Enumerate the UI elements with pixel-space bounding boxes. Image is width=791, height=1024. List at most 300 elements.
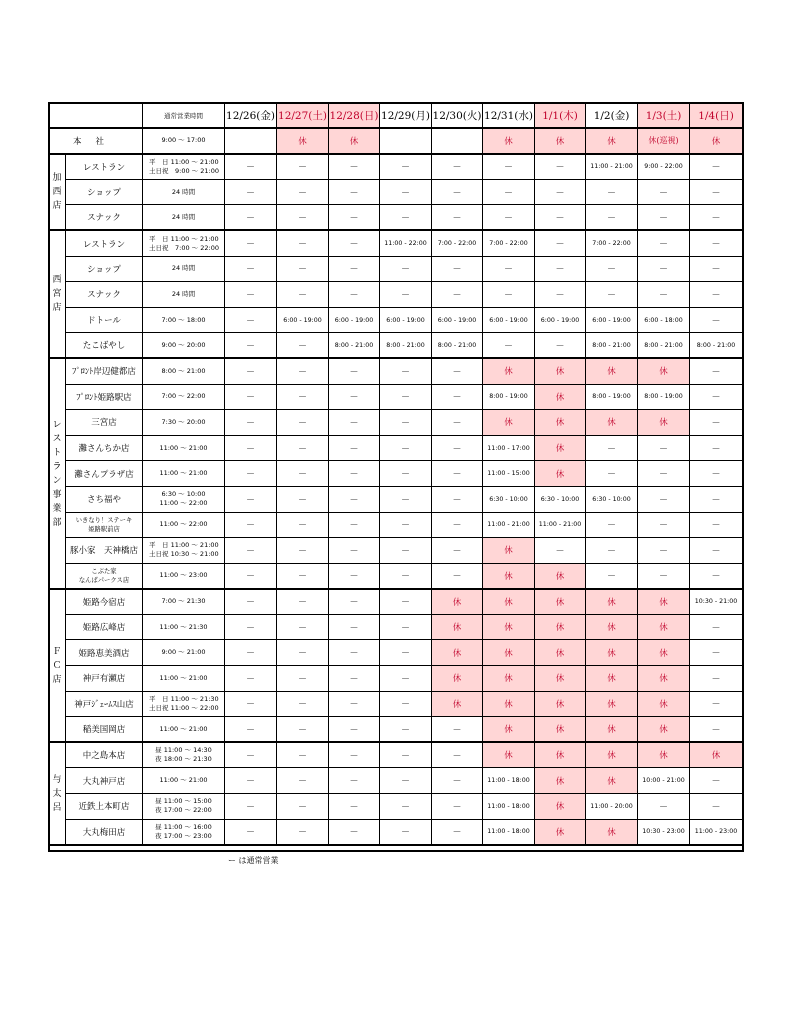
normal-hours-line: 夜 17:00 ～ 22:00: [155, 806, 212, 815]
schedule-cell: －: [329, 563, 380, 589]
schedule-cell: [432, 128, 483, 154]
schedule-cell: 8:00 - 21:00: [329, 333, 380, 359]
schedule-cell: －: [225, 717, 277, 743]
section-label-char: 業: [52, 503, 62, 514]
schedule-cell: －: [329, 794, 380, 820]
schedule-cell: 11:00 - 18:00: [483, 768, 535, 794]
schedule-cell: －: [535, 333, 586, 359]
schedule-cell: －: [690, 486, 743, 512]
schedule-cell: －: [329, 384, 380, 410]
normal-hours-line: 6:30 ～ 10:00: [161, 490, 206, 499]
shop-row: [49, 768, 743, 794]
schedule-cell: －: [277, 717, 329, 743]
schedule-cell: －: [380, 794, 432, 820]
schedule-cell: 休: [277, 128, 329, 154]
shop-name: 姫路広峰店: [66, 614, 143, 640]
schedule-cell: －: [380, 717, 432, 743]
schedule-cell: －: [225, 768, 277, 794]
schedule-cell: －: [483, 256, 535, 282]
schedule-cell: －: [690, 563, 743, 589]
shop-name: 姫路今宿店: [66, 589, 143, 615]
schedule-cell: －: [225, 691, 277, 717]
schedule-cell: －: [225, 205, 277, 231]
date-header: 1/4(日): [690, 103, 743, 129]
schedule-cell: －: [277, 768, 329, 794]
schedule-cell: －: [432, 179, 483, 205]
date-header: 12/26(金): [225, 103, 277, 129]
schedule-cell: －: [225, 486, 277, 512]
schedule-cell: －: [329, 614, 380, 640]
schedule-cell: －: [380, 179, 432, 205]
schedule-cell: －: [380, 563, 432, 589]
schedule-cell: 6:00 - 19:00: [329, 307, 380, 333]
normal-hours-line: 11:00 ～ 21:00: [159, 673, 208, 682]
schedule-cell: －: [329, 640, 380, 666]
schedule-cell: 6:00 - 19:00: [432, 307, 483, 333]
normal-hours: [143, 794, 225, 820]
schedule-cell: －: [432, 461, 483, 487]
schedule-cell: －: [277, 384, 329, 410]
schedule-cell: 8:00 - 21:00: [586, 333, 638, 359]
normal-hours-line: 11:00 ～ 23:00: [159, 571, 208, 580]
shop-name: ショップ: [66, 179, 143, 205]
schedule-cell: 休: [586, 742, 638, 768]
section-label-char: 呂: [52, 802, 62, 813]
schedule-cell: －: [638, 179, 690, 205]
schedule-cell: 11:00 - 17:00: [483, 435, 535, 461]
schedule-cell: 休: [638, 717, 690, 743]
normal-hours-line: 昼 11:00 ～ 15:00: [155, 797, 212, 806]
schedule-cell: 休: [329, 128, 380, 154]
shop-row: [49, 691, 743, 717]
schedule-cell: －: [432, 358, 483, 384]
schedule-cell: －: [690, 179, 743, 205]
normal-hours: [143, 154, 225, 180]
normal-hours: [143, 358, 225, 384]
normal-hours: [143, 486, 225, 512]
shop-name: ショップ: [66, 256, 143, 282]
section-label-char: Ｃ: [52, 660, 62, 671]
schedule-cell: －: [690, 461, 743, 487]
section-label: [49, 742, 66, 844]
section-label-char: Ｆ: [52, 646, 62, 657]
shop-row: [49, 333, 743, 359]
schedule-cell: －: [483, 282, 535, 308]
schedule-cell: 休: [535, 717, 586, 743]
schedule-cell: －: [432, 282, 483, 308]
schedule-cell: －: [690, 230, 743, 256]
schedule-cell: 6:00 - 19:00: [483, 307, 535, 333]
date-header: 1/2(金): [586, 103, 638, 129]
schedule-cell: －: [380, 410, 432, 436]
schedule-cell: 休: [483, 717, 535, 743]
schedule-cell: －: [380, 512, 432, 538]
schedule-cell: 休: [535, 563, 586, 589]
schedule-cell: －: [225, 666, 277, 692]
shop-row: [49, 282, 743, 308]
schedule-cell: －: [690, 794, 743, 820]
schedule-cell: －: [277, 819, 329, 845]
header-blank: [49, 103, 143, 129]
schedule-cell: 休: [638, 614, 690, 640]
schedule-cell: －: [432, 742, 483, 768]
schedule-cell: 6:00 - 18:00: [638, 307, 690, 333]
schedule-cell: －: [380, 819, 432, 845]
schedule-cell: －: [277, 614, 329, 640]
shop-name-line: いきなり！ステーキ: [75, 516, 133, 524]
shop-row: [49, 358, 743, 384]
normal-hours: [143, 717, 225, 743]
schedule-cell: 休: [586, 589, 638, 615]
schedule-cell: －: [380, 282, 432, 308]
schedule-cell: －: [329, 742, 380, 768]
schedule-cell: [225, 128, 277, 154]
schedule-cell: －: [225, 538, 277, 564]
normal-hours: [143, 589, 225, 615]
shop-row: [49, 794, 743, 820]
schedule-cell: 11:00 - 15:00: [483, 461, 535, 487]
normal-hours-line: 7:30 ～ 20:00: [161, 417, 206, 426]
normal-hours-line: 平 日 11:00 ～ 21:00: [149, 541, 219, 550]
schedule-cell: －: [329, 819, 380, 845]
schedule-cell: －: [586, 179, 638, 205]
schedule-cell: －: [380, 742, 432, 768]
schedule-cell: －: [535, 205, 586, 231]
normal-hours-line: 7:00 ～ 18:00: [161, 315, 206, 324]
schedule-cell: －: [380, 358, 432, 384]
schedule-cell: 休: [535, 614, 586, 640]
schedule-cell: －: [329, 179, 380, 205]
schedule-cell: －: [277, 691, 329, 717]
normal-hours: [143, 384, 225, 410]
section-label-char: 店: [52, 674, 62, 685]
schedule-cell: 休: [432, 589, 483, 615]
normal-hours-line: 土日祝 9:00 ～ 21:00: [149, 166, 219, 175]
schedule-cell: 11:00 - 21:00: [586, 154, 638, 180]
shop-row: [49, 205, 743, 231]
section-label-char: ラ: [52, 461, 62, 472]
schedule-cell: －: [535, 282, 586, 308]
schedule-cell: －: [225, 256, 277, 282]
schedule-cell: 休: [535, 358, 586, 384]
normal-hours-line: 土日祝 11:00 ～ 22:00: [149, 703, 219, 712]
schedule-cell: －: [329, 486, 380, 512]
legend-note: ー は通常営業: [228, 856, 279, 865]
shop-name: 近鉄上本町店: [66, 794, 143, 820]
normal-hours: [143, 691, 225, 717]
schedule-cell: －: [638, 256, 690, 282]
normal-hours: [143, 563, 225, 589]
shop-name: さち福や: [66, 486, 143, 512]
schedule-cell: －: [329, 461, 380, 487]
schedule-cell: －: [690, 691, 743, 717]
normal-hours: [143, 742, 225, 768]
schedule-cell: －: [638, 486, 690, 512]
schedule-cell: －: [586, 538, 638, 564]
schedule-cell: －: [329, 154, 380, 180]
shop-row: [49, 384, 743, 410]
normal-hours-line: 11:00 ～ 21:00: [159, 724, 208, 733]
schedule-cell: 11:00 - 23:00: [690, 819, 743, 845]
schedule-cell: －: [535, 256, 586, 282]
schedule-cell: －: [329, 768, 380, 794]
schedule-cell: 休: [483, 128, 535, 154]
schedule-cell: －: [432, 563, 483, 589]
schedule-body: [49, 103, 743, 845]
schedule-cell: －: [432, 410, 483, 436]
schedule-cell: －: [432, 154, 483, 180]
schedule-cell: －: [277, 333, 329, 359]
normal-hours-line: 平 日 11:00 ～ 21:30: [149, 694, 219, 703]
normal-hours-line: 11:00 ～ 21:00: [159, 469, 208, 478]
schedule-cell: 11:00 - 22:00: [380, 230, 432, 256]
schedule-cell: 6:00 - 19:00: [277, 307, 329, 333]
shop-name: ドトール: [66, 307, 143, 333]
schedule-cell: －: [225, 333, 277, 359]
section-label-char: 店: [52, 303, 62, 314]
section-label: [49, 589, 66, 743]
schedule-cell: －: [586, 461, 638, 487]
schedule-cell: －: [586, 563, 638, 589]
schedule-cell: －: [329, 538, 380, 564]
schedule-cell: 8:00 - 21:00: [432, 333, 483, 359]
shop-name: 三宮店: [66, 410, 143, 436]
shop-row: [49, 230, 743, 256]
schedule-cell: －: [535, 179, 586, 205]
schedule-cell: －: [277, 358, 329, 384]
shop-name: スナック: [66, 282, 143, 308]
schedule-cell: 休: [586, 640, 638, 666]
date-header: 12/30(火): [432, 103, 483, 129]
schedule-cell: 休: [535, 640, 586, 666]
schedule-cell: －: [638, 282, 690, 308]
schedule-cell: －: [225, 742, 277, 768]
schedule-cell: 8:00 - 21:00: [380, 333, 432, 359]
schedule-cell: －: [638, 538, 690, 564]
schedule-cell: －: [535, 154, 586, 180]
section-label-char: 西: [52, 187, 62, 198]
schedule-cell: 休: [535, 691, 586, 717]
normal-hours: [143, 410, 225, 436]
schedule-cell: －: [225, 512, 277, 538]
schedule-cell: －: [690, 307, 743, 333]
shop-name-line: なんばパークス店: [78, 576, 130, 584]
normal-hours-line: 24 時間: [171, 212, 196, 221]
schedule-cell: －: [329, 666, 380, 692]
schedule-cell: －: [690, 154, 743, 180]
schedule-cell: 休: [638, 640, 690, 666]
shop-row: [49, 614, 743, 640]
schedule-cell: －: [432, 538, 483, 564]
shop-name-line: 姫路駅前店: [88, 525, 120, 533]
normal-hours-line: 夜 18:00 ～ 21:30: [155, 755, 212, 764]
schedule-cell: －: [225, 358, 277, 384]
normal-hours-line: 11:00 ～ 21:00: [159, 776, 208, 785]
shop-row: [49, 410, 743, 436]
schedule-cell: －: [690, 205, 743, 231]
schedule-cell: －: [225, 640, 277, 666]
shop-name: 灘さんちか店: [66, 435, 143, 461]
schedule-cell: －: [690, 614, 743, 640]
normal-hours: [143, 768, 225, 794]
schedule-cell: －: [380, 486, 432, 512]
date-header: 12/27(土): [277, 103, 329, 129]
normal-hours: [143, 205, 225, 231]
schedule-cell: [380, 128, 432, 154]
shop-name: レストラン: [66, 154, 143, 180]
schedule-cell: －: [638, 230, 690, 256]
schedule-cell: －: [380, 768, 432, 794]
section-label: [49, 358, 66, 588]
schedule-cell: －: [380, 691, 432, 717]
schedule-cell: 7:00 - 22:00: [432, 230, 483, 256]
normal-hours-line: 11:00 ～ 22:00: [159, 499, 208, 508]
normal-hours-line: 9:00 ～ 20:00: [161, 340, 206, 349]
shop-name: 大丸神戸店: [66, 768, 143, 794]
normal-hours-line: 夜 17:00 ～ 23:00: [155, 831, 212, 840]
schedule-cell: －: [586, 282, 638, 308]
schedule-cell: －: [277, 538, 329, 564]
schedule-cell: －: [329, 589, 380, 615]
schedule-cell: －: [380, 154, 432, 180]
shop-row: [49, 486, 743, 512]
schedule-cell: －: [329, 435, 380, 461]
shop-name: 姫路恵美酒店: [66, 640, 143, 666]
normal-hours-line: 平 日 11:00 ～ 21:00: [149, 157, 219, 166]
normal-hours: [143, 538, 225, 564]
normal-hours: 9:00 ～ 17:00: [143, 128, 225, 154]
schedule-cell: －: [586, 205, 638, 231]
schedule-cell: －: [535, 538, 586, 564]
schedule-cell: －: [432, 717, 483, 743]
schedule-cell: －: [690, 538, 743, 564]
schedule-cell: －: [586, 435, 638, 461]
schedule-cell: 休: [535, 666, 586, 692]
schedule-cell: －: [690, 717, 743, 743]
schedule-cell: －: [380, 640, 432, 666]
schedule-cell: 6:00 - 19:00: [586, 307, 638, 333]
schedule-cell: －: [432, 794, 483, 820]
schedule-cell: 休: [535, 589, 586, 615]
schedule-cell: 8:00 - 19:00: [586, 384, 638, 410]
normal-hours: [143, 512, 225, 538]
schedule-cell: 休: [483, 358, 535, 384]
shop-name: 神戸ｼﾞｪｰﾑｽ山店: [66, 691, 143, 717]
schedule-cell: －: [225, 410, 277, 436]
schedule-cell: 休: [586, 819, 638, 845]
schedule-cell: －: [432, 435, 483, 461]
schedule-cell: 休: [535, 819, 586, 845]
normal-hours: [143, 307, 225, 333]
shop-row: [49, 563, 743, 589]
schedule-cell: －: [690, 282, 743, 308]
schedule-cell: －: [277, 794, 329, 820]
shop-name: 中之島本店: [66, 742, 143, 768]
shop-row: [49, 742, 743, 768]
honsha-row: [49, 128, 743, 154]
schedule-cell: －: [638, 435, 690, 461]
schedule-cell: －: [225, 461, 277, 487]
schedule-cell: 休: [535, 794, 586, 820]
schedule-cell: 休: [535, 461, 586, 487]
schedule-cell: 休: [586, 717, 638, 743]
schedule-cell: 6:00 - 19:00: [535, 307, 586, 333]
schedule-cell: 休: [586, 614, 638, 640]
schedule-cell: 休(巡視): [638, 128, 690, 154]
schedule-cell: 11:00 - 18:00: [483, 819, 535, 845]
shop-row: [49, 179, 743, 205]
schedule-cell: 6:30 - 10:00: [586, 486, 638, 512]
shop-row: [49, 461, 743, 487]
schedule-cell: 休: [483, 589, 535, 615]
shop-row: [49, 435, 743, 461]
schedule-cell: 休: [535, 128, 586, 154]
section-label-char: 加: [52, 173, 62, 184]
schedule-cell: －: [329, 282, 380, 308]
shop-name: 灘さんプラザ店: [66, 461, 143, 487]
normal-hours-line: 8:00 ～ 21:00: [161, 366, 206, 375]
date-header: 1/3(土): [638, 103, 690, 129]
schedule-cell: －: [225, 307, 277, 333]
schedule-cell: －: [690, 256, 743, 282]
schedule-cell: 休: [432, 614, 483, 640]
section-label-char: 太: [52, 788, 62, 799]
schedule-cell: 休: [586, 128, 638, 154]
header-normal-hours: 通常営業時間: [143, 103, 225, 129]
schedule-cell: －: [432, 205, 483, 231]
schedule-cell: －: [277, 154, 329, 180]
schedule-cell: 7:00 - 22:00: [483, 230, 535, 256]
shop-row: [49, 256, 743, 282]
shop-name: [66, 563, 143, 589]
schedule-cell: －: [638, 461, 690, 487]
schedule-cell: －: [329, 717, 380, 743]
schedule-cell: －: [638, 205, 690, 231]
schedule-cell: －: [225, 589, 277, 615]
normal-hours-line: 平 日 11:00 ～ 21:00: [149, 234, 219, 243]
schedule-cell: －: [277, 640, 329, 666]
schedule-cell: 休: [483, 614, 535, 640]
schedule-cell: 7:00 - 22:00: [586, 230, 638, 256]
schedule-cell: 10:00 - 21:00: [638, 768, 690, 794]
section-label-char: 西: [52, 275, 62, 286]
schedule-cell: －: [432, 512, 483, 538]
schedule-cell: －: [277, 589, 329, 615]
normal-hours-line: 昼 11:00 ～ 14:30: [155, 746, 212, 755]
shop-row: [49, 154, 743, 180]
schedule-cell: －: [638, 512, 690, 538]
normal-hours: [143, 230, 225, 256]
schedule-cell: 休: [535, 742, 586, 768]
schedule-cell: －: [432, 384, 483, 410]
schedule-cell: －: [690, 666, 743, 692]
schedule-cell: －: [225, 794, 277, 820]
schedule-cell: －: [380, 614, 432, 640]
schedule-cell: 休: [638, 691, 690, 717]
schedule-cell: －: [225, 384, 277, 410]
schedule-cell: 6:00 - 19:00: [380, 307, 432, 333]
schedule-cell: －: [690, 435, 743, 461]
schedule-cell: －: [277, 742, 329, 768]
schedule-cell: －: [380, 666, 432, 692]
shop-row: [49, 640, 743, 666]
schedule-cell: 休: [586, 768, 638, 794]
schedule-cell: 10:30 - 23:00: [638, 819, 690, 845]
shop-row: [49, 666, 743, 692]
schedule-cell: －: [329, 358, 380, 384]
schedule-cell: －: [432, 819, 483, 845]
schedule-cell: －: [225, 614, 277, 640]
